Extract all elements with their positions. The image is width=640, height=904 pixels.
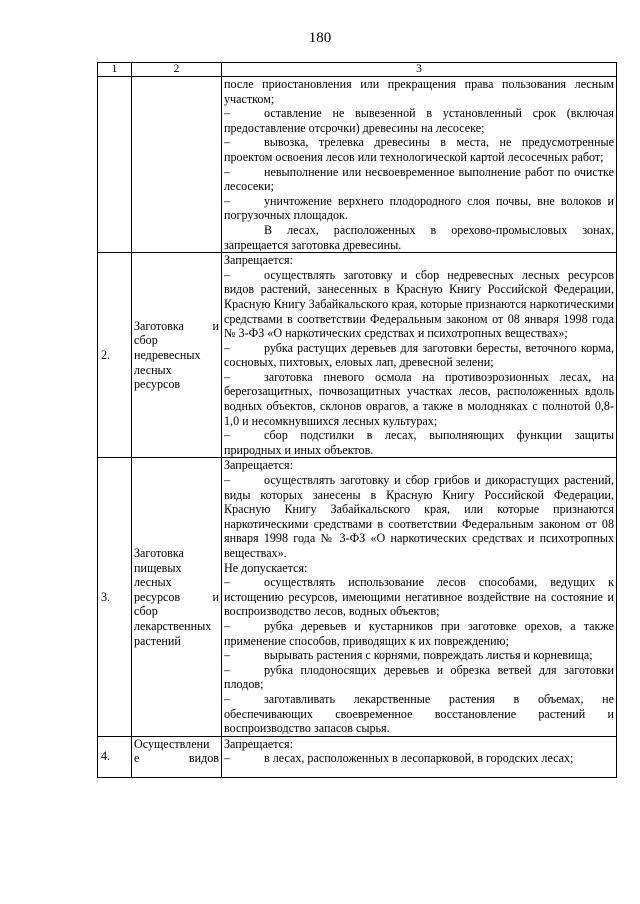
dash-marker: – xyxy=(224,164,231,179)
restriction-paragraph: – рубка растущих деревьев для заготовки бересты, веточного корма, сосновых, пихтовых, еловых лап, древесной зелени; xyxy=(224,340,614,370)
restriction-paragraph: Запрещается: xyxy=(224,253,293,268)
restrictions-text xyxy=(222,77,617,253)
restriction-paragraph: – осуществлять использование лесов способами, ведущих к истощению ресурсов, имеющими негативное воздействие на состояние и воспроизводство лесов, водных объектов; xyxy=(224,575,614,619)
table-header-row xyxy=(98,63,617,77)
dash-marker: – xyxy=(224,618,231,633)
dash-marker: – xyxy=(224,751,231,766)
activity-name-line: растений xyxy=(134,633,181,648)
regulations-table xyxy=(97,62,617,778)
activity-name-line: лесных xyxy=(134,575,172,590)
row-number: 4. xyxy=(98,736,132,777)
restriction-paragraph: – заготовка пневого осмола на противоэрозионных лесах, на берегозащитных, почвозащитных участках лесов, расположенных вдоль водных объектов, склонов оврагов, а также в молодняках с полнотой 0,8-1,0 и несомкнувшихся лесных культурах; xyxy=(224,369,614,428)
dash-marker: – xyxy=(224,106,231,121)
dash-marker: – xyxy=(224,473,231,488)
activity-name xyxy=(132,458,222,736)
dash-marker: – xyxy=(224,575,231,590)
column-header: 3 xyxy=(222,63,617,77)
dash-marker: – xyxy=(224,691,231,706)
restriction-paragraph: – вырывать растения с корнями, повреждать листья и корневища; xyxy=(224,648,593,663)
dash-marker: – xyxy=(224,428,231,443)
restriction-paragraph: – в лесах, расположенных в лесопарковой, в городских лесах; xyxy=(224,751,574,766)
column-header: 2 xyxy=(132,63,222,77)
row-number: 2. xyxy=(98,253,132,458)
restriction-paragraph: Запрещается: xyxy=(224,458,293,473)
restriction-paragraph: – осуществлять заготовку и сбор грибов и дикорастущих растений, виды которых занесены в Красную Книгу Российской Федерации, Красную Книгу Забайкальского края, или которые признаются наркотическими средствами в соответствии Федеральным законом от 08 января 1998 года № 3-ФЗ «О наркотических средствах и психотропных веществах». xyxy=(224,473,614,560)
dash-marker: – xyxy=(224,369,231,384)
row-number: 3. xyxy=(98,458,132,736)
activity-name xyxy=(132,736,222,777)
restriction-paragraph: – сбор подстилки в лесах, выполняющих функции защиты природных и иных объектов. xyxy=(224,428,614,457)
activity-name-line: ресурсов и xyxy=(134,589,219,604)
activity-name-line: сбор xyxy=(134,333,158,348)
dash-marker: – xyxy=(224,193,231,208)
activity-name-line: Заготовка и xyxy=(134,318,219,333)
table-row xyxy=(98,736,617,777)
restriction-paragraph: Не допускается: xyxy=(224,560,308,575)
restriction-paragraph: – рубка деревьев и кустарников при заготовке орехов, а также применение способов, приводящих к их повреждению; xyxy=(224,618,614,648)
table-row xyxy=(98,458,617,736)
activity-name-line: недревесных xyxy=(134,347,201,362)
column-header: 1 xyxy=(98,63,132,77)
restriction-paragraph: – уничтожение верхнего плодородного слоя почвы, вне волоков и погрузочных площадок. xyxy=(224,193,614,223)
activity-name-line: пищевых xyxy=(134,560,182,575)
activity-name-line: е видов xyxy=(134,751,219,766)
restriction-paragraph: – заготавливать лекарственные растения в объемах, не обеспечивающих своевременное восстановление растений и воспроизводство запасов сырья. xyxy=(224,691,614,736)
activity-name-line: Заготовка xyxy=(134,546,184,560)
activity-name-line: Осуществлени xyxy=(134,736,210,751)
dash-marker: – xyxy=(224,340,231,355)
restriction-paragraph: – вывозка, трелевка древесины в места, не предусмотренные проектом освоения лесов или технологической картой лесосечных работ; xyxy=(224,135,614,164)
restriction-paragraph: после приостановления или прекращения права пользования лесным участком; xyxy=(224,77,614,106)
restriction-paragraph: – невыполнение или несвоевременное выполнение работ по очистке лесосеки; xyxy=(224,164,614,194)
restriction-paragraph: – оставление не вывезенной в установленный срок (включая предоставление отсрочки) древесины на лесосеке; xyxy=(224,106,614,135)
page-number: 180 xyxy=(308,30,332,46)
table-row xyxy=(98,253,617,458)
row-number xyxy=(98,77,132,253)
activity-name xyxy=(132,77,222,253)
activity-name xyxy=(132,253,222,458)
restriction-paragraph: В лесах, расположенных в орехово-промысловых зонах, запрещается заготовка древесины. xyxy=(224,222,614,252)
restrictions-text xyxy=(222,458,617,736)
dash-marker: – xyxy=(224,662,231,677)
restriction-paragraph: – рубка плодоносящих деревьев и обрезка ветвей для заготовки плодов; xyxy=(224,662,614,692)
activity-name-line: лесных xyxy=(134,362,172,377)
restrictions-text xyxy=(222,736,617,777)
activity-name-line: ресурсов xyxy=(134,377,181,392)
restrictions-text xyxy=(222,253,617,458)
table-row xyxy=(98,77,617,253)
activity-name-line: сбор xyxy=(134,604,158,619)
dash-marker: – xyxy=(224,648,231,663)
restriction-paragraph: Запрещается: xyxy=(224,736,293,751)
dash-marker: – xyxy=(224,135,231,150)
restriction-paragraph: – осуществлять заготовку и сбор недревесных лесных ресурсов видов растений, занесенных в Красную Книгу Российской Федерации, Красную Книгу Забайкальского края, которые признаются наркотическими средствами в соответствии Федеральным законом от 08 января 1998 года № 3-ФЗ «О наркотических средствах и психотропных веществах»; xyxy=(224,267,614,341)
dash-marker: – xyxy=(224,267,231,282)
activity-name-line: лекарственных xyxy=(134,618,212,633)
